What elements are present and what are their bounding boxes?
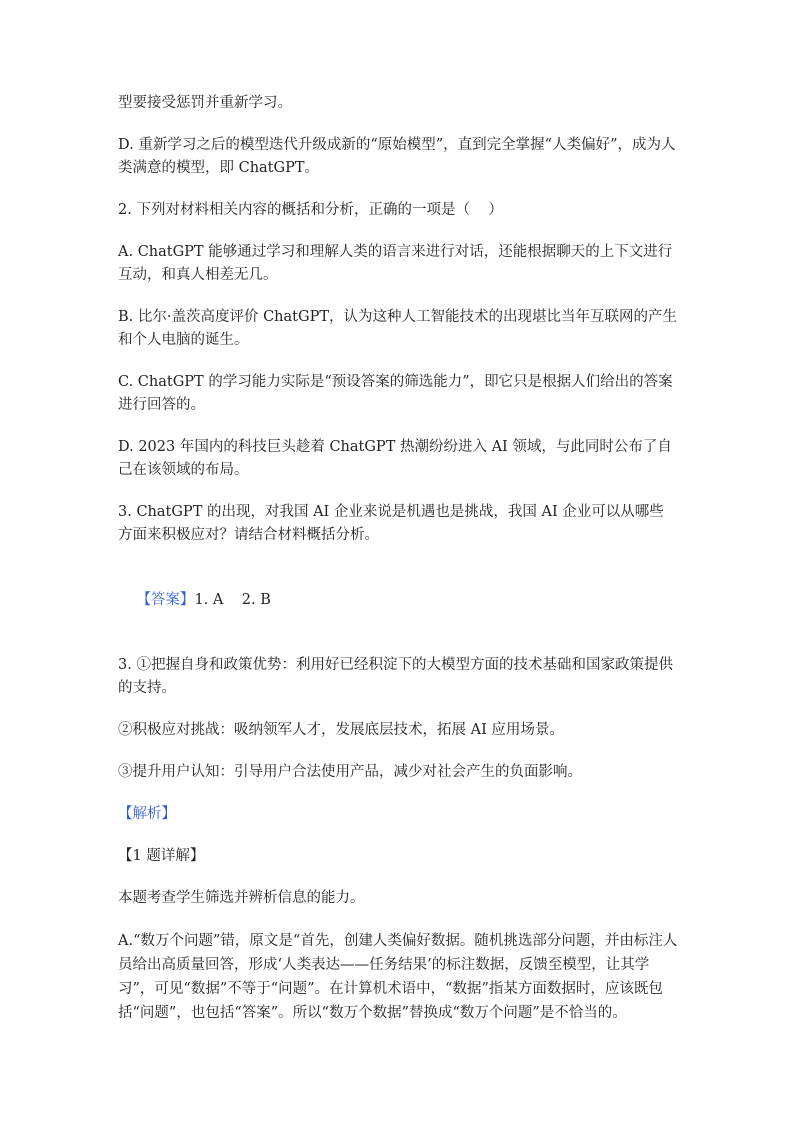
- answer-line: [118, 566, 678, 635]
- q2-option-a: A. ChatGPT 能够通过学习和理解人类的语言来进行对话，还能根据聊天的上下文进行互动，和真人相差无几。: [118, 244, 673, 283]
- q3-stem: 3. ChatGPT 的出现，对我国 AI 企业来说是机遇也是挑战，我国 AI 企业可以从哪些方面来积极应对？请结合材料概括分析。: [118, 504, 664, 543]
- continuation-text: 型要接受惩罚并重新学习。: [118, 95, 292, 111]
- analysis-tag: 【解析】: [118, 806, 176, 822]
- answer-point-2: ②积极应对挑战：吸纳领军人才，发展底层技术，拓展 AI 应用场景。: [118, 722, 564, 738]
- q1-option-d: D. 重新学习之后的模型迭代升级成新的“原始模型”，直到完全掌握“人类偏好”，成为人类满意的模型，即 ChatGPT。: [118, 137, 676, 176]
- q2-option-b: B. 比尔·盖茨高度评价 ChatGPT，认为这种人工智能技术的出现堪比当年互联网的产生和个人电脑的诞生。: [118, 309, 678, 348]
- answer-point-3: ③提升用户认知：引导用户合法使用产品，减少对社会产生的负面影响。: [118, 764, 582, 780]
- q2-option-d: D. 2023 年国内的科技巨头趁着 ChatGPT 热潮纷纷进入 AI 领域，与此同时公布了自己在该领域的布局。: [118, 439, 672, 478]
- answer-point-1: 3. ①把握自身和政策优势：利用好已经积淀下的大模型方面的技术基础和国家政策提供的支持。: [118, 657, 673, 696]
- analysis-intro: 本题考查学生筛选并辨析信息的能力。: [118, 890, 365, 906]
- document-page: [118, 92, 678, 1025]
- answer-tag: 【答案】: [136, 592, 195, 608]
- q2-stem: 2. 下列对材料相关内容的概括和分析，正确的一项是（ ）: [118, 202, 503, 218]
- q2-option-c: C. ChatGPT 的学习能力实际是“预设答案的筛选能力”，即它只是根据人们给出的答案进行回答的。: [118, 374, 673, 413]
- analysis-option-a: A.“数万个问题”错，原文是“首先，创建人类偏好数据。随机挑选部分问题，并由标注人员给出高质量回答，形成‘人类表达——任务结果’的标注数据，反馈至模型，让其学习”，可见“数据”不等于“问题”。在计算机术语中，“数据”指某方面数据时，应该既包括“问题”，也包括“答案”。所以“数万个数据”替换成“数万个问题”是不恰当的。: [118, 933, 678, 1021]
- analysis-sub-1: 【1 题详解】: [118, 848, 205, 864]
- answer-text: 1. A 2. B: [194, 592, 271, 608]
